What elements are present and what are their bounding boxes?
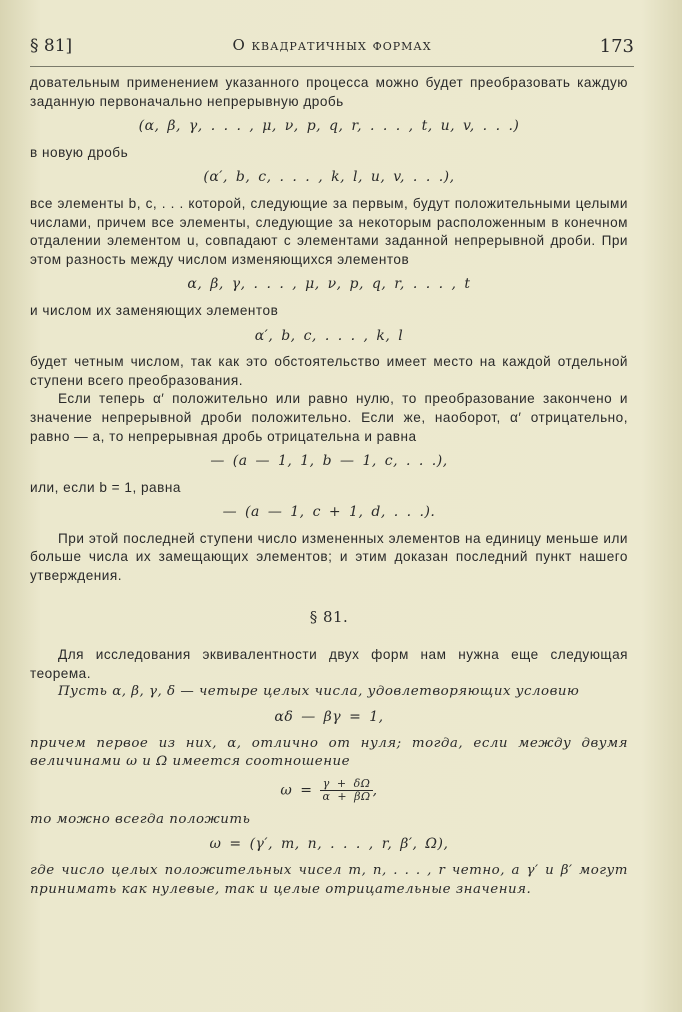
- paragraph: или, если b = 1, равна: [30, 479, 181, 495]
- theorem-statement: где число целых положительных чисел m, n, . . . , r четно, а γ′ и β′ могут принимать как нулевые, так и целые отрицательные значения.: [30, 863, 628, 897]
- fraction: [320, 778, 372, 803]
- formula: (α′, b, c, . . . , k, l, u, v, . . .),: [203, 169, 455, 186]
- paragraph: При этой последней ступени число измененных элементов на единицу меньше или больше числа их замещающих элементов; и этим доказан последний пункт нашего утверждения.: [30, 530, 628, 584]
- formula: α′, b, c, . . . , k, l: [254, 327, 404, 344]
- formula-tail: ,: [372, 782, 378, 799]
- formula: ω = (γ′, m, n, . . . , r, β′, Ω),: [209, 836, 449, 853]
- theorem-statement: то можно всегда положить: [30, 811, 251, 827]
- paragraph: все элементы b, c, . . . которой, следующие за первым, будут положительными целыми числами, причем все элементы, следующие за некоторым расположенным в конечном отдалении элементом u, совпадают с элементами заданной непрерывной дроби. При этом разность между числом изменяющихся элементов: [30, 195, 628, 267]
- formula: — (a — 1, 1, b — 1, c, . . .),: [210, 453, 448, 470]
- section-reference: § 81]: [30, 36, 73, 56]
- page-number: 173: [599, 36, 634, 57]
- header-rule: [30, 66, 634, 67]
- page-body: [30, 74, 628, 899]
- page-header: [30, 36, 634, 62]
- paragraph: Если теперь α′ положительно или равно нулю, то преобразование закончено и значение непрерывной дроби положительно. Если же, наоборот, α′ отрицательно, равно — a, то непрерывная дробь отрицательна и равна: [30, 391, 628, 444]
- paragraph: Для исследования эквивалентности двух форм нам нужна еще следующая теорема.: [30, 647, 628, 681]
- formula: α, β, γ, . . . , μ, ν, p, q, r, . . . , t: [187, 276, 471, 293]
- paragraph: и числом их заменяющих элементов: [30, 302, 279, 318]
- paragraph: в новую дробь: [30, 144, 129, 160]
- fraction-formula: [30, 778, 628, 803]
- running-title: О квадратичных формах: [232, 36, 432, 54]
- theorem-statement: Пусть α, β, γ, δ — четыре целых числа, удовлетворяющих условию: [58, 684, 580, 700]
- formula-lhs: ω =: [280, 782, 313, 799]
- fraction-numerator: γ + δΩ: [320, 778, 372, 791]
- formula: — (a — 1, c + 1, d, . . .).: [222, 504, 436, 521]
- paragraph: будет четным числом, так как это обстоятельство имеет место на каждой отдельной ступени всего преобразования.: [30, 354, 628, 388]
- section-heading: § 81.: [309, 607, 349, 626]
- theorem-statement: причем первое из них, α, отлично от нуля; тогда, если между двумя величинами ω и Ω имеется соотношение: [30, 735, 628, 770]
- formula: (α, β, γ, . . . , μ, ν, p, q, r, . . . , t, u, v, . . .): [138, 118, 520, 135]
- formula: αδ — βγ = 1,: [274, 709, 384, 726]
- fraction-denominator: α + βΩ: [322, 789, 371, 803]
- paragraph: довательным применением указанного процесса можно будет преобразовать каждую заданную первоначально непрерывную дробь: [30, 75, 628, 109]
